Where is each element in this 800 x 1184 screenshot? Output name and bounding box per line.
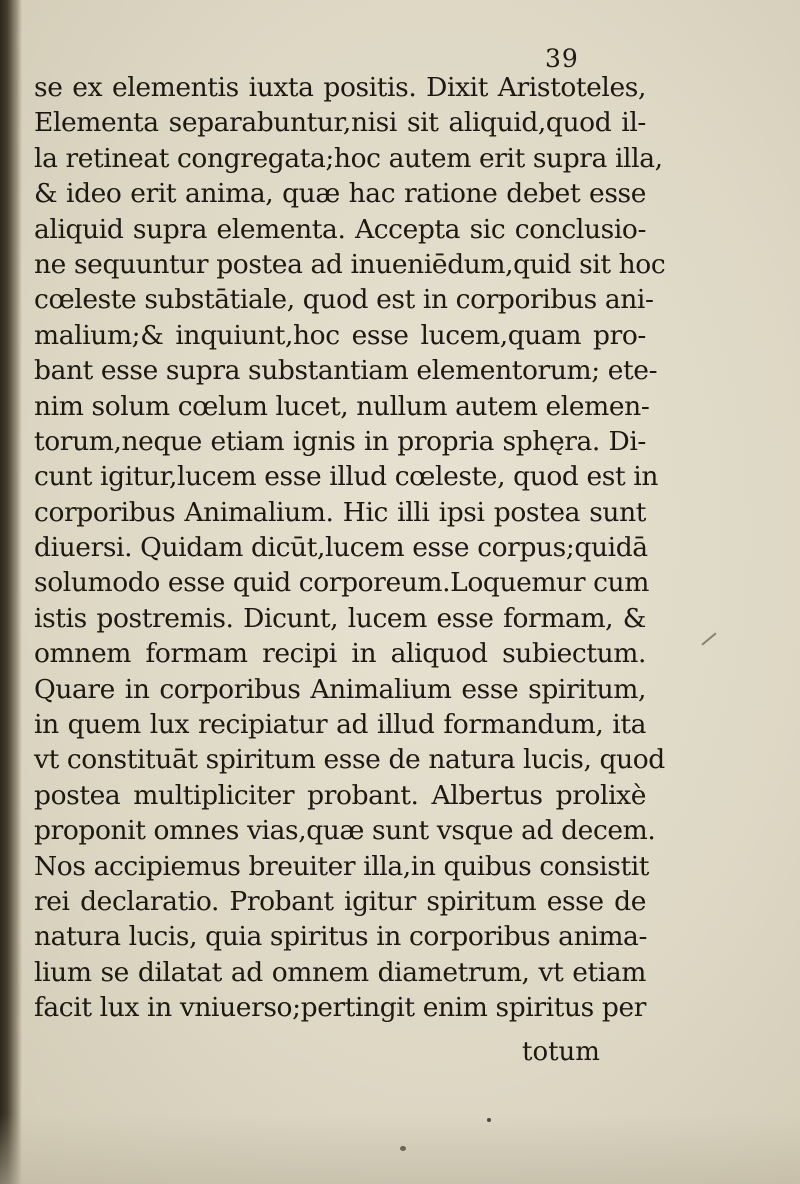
text-line: proponit omnes vias,quæ sunt vsque ad decem. bbox=[34, 815, 656, 847]
text-line: Quare in corporibus Animalium esse spiritum, bbox=[34, 673, 646, 705]
text-line: rei declaratio. Probant igitur spiritum esse de bbox=[34, 885, 646, 917]
text-line: facit lux in vniuerso;pertingit enim spiritus per bbox=[34, 992, 646, 1024]
text-line: cunt igitur,lucem esse illud cœleste, quod est in bbox=[34, 461, 658, 493]
text-line: vt constituāt spiritum esse de natura lucis, quod bbox=[34, 744, 665, 776]
text-line: corporibus Animalium. Hic illi ipsi postea sunt bbox=[34, 496, 646, 528]
text-line: cœleste substātiale, quod est in corporibus ani- bbox=[34, 284, 654, 316]
page-number: 39 bbox=[545, 44, 579, 73]
text-line: se ex elementis iuxta positis. Dixit Aristoteles, bbox=[34, 72, 646, 103]
text-line: ne sequuntur postea ad inueniēdum,quid sit hoc bbox=[34, 248, 666, 280]
page-bottom-shade bbox=[0, 1114, 800, 1184]
catchword: totum bbox=[522, 1037, 600, 1067]
text-line: lium se dilatat ad omnem diametrum, vt etiam bbox=[34, 956, 646, 988]
paper-mark bbox=[701, 632, 716, 645]
text-line: & ideo erit anima, quæ hac ratione debet esse bbox=[34, 178, 646, 210]
text-line: nim solum cœlum lucet, nullum autem elemen- bbox=[34, 390, 650, 422]
body-text bbox=[34, 70, 666, 1026]
text-line: solumodo esse quid corporeum.Loquemur cum bbox=[34, 567, 649, 599]
text-line: istis postremis. Dicunt, lucem esse formam, & bbox=[34, 602, 646, 634]
text-line: aliquid supra elementa. Accepta sic conclusio- bbox=[34, 213, 646, 245]
text-line: omnem formam recipi in aliquod subiectum. bbox=[34, 638, 646, 670]
text-line: Elementa separabuntur,nisi sit aliquid,quod il- bbox=[34, 107, 646, 139]
text-line: la retineat congregata;hoc autem erit supra illa, bbox=[34, 142, 663, 174]
text-line: postea multipliciter probant. Albertus prolixè bbox=[34, 779, 646, 811]
text-line: bant esse supra substantiam elementorum; ete- bbox=[34, 355, 658, 387]
text-line: Nos accipiemus breuiter illa,in quibus consistit bbox=[34, 850, 650, 882]
text-line: natura lucis, quia spiritus in corporibus anima- bbox=[34, 921, 647, 953]
text-line: malium;& inquiunt,hoc esse lucem,quam pro- bbox=[34, 319, 646, 351]
text-line: torum,neque etiam ignis in propria sphęra. Di- bbox=[34, 425, 646, 457]
text-line: diuersi. Quidam dicūt,lucem esse corpus;quidā bbox=[34, 532, 648, 564]
text-line: in quem lux recipiatur ad illud formandum, ita bbox=[34, 709, 646, 741]
binding-gutter-shadow bbox=[0, 0, 22, 1184]
